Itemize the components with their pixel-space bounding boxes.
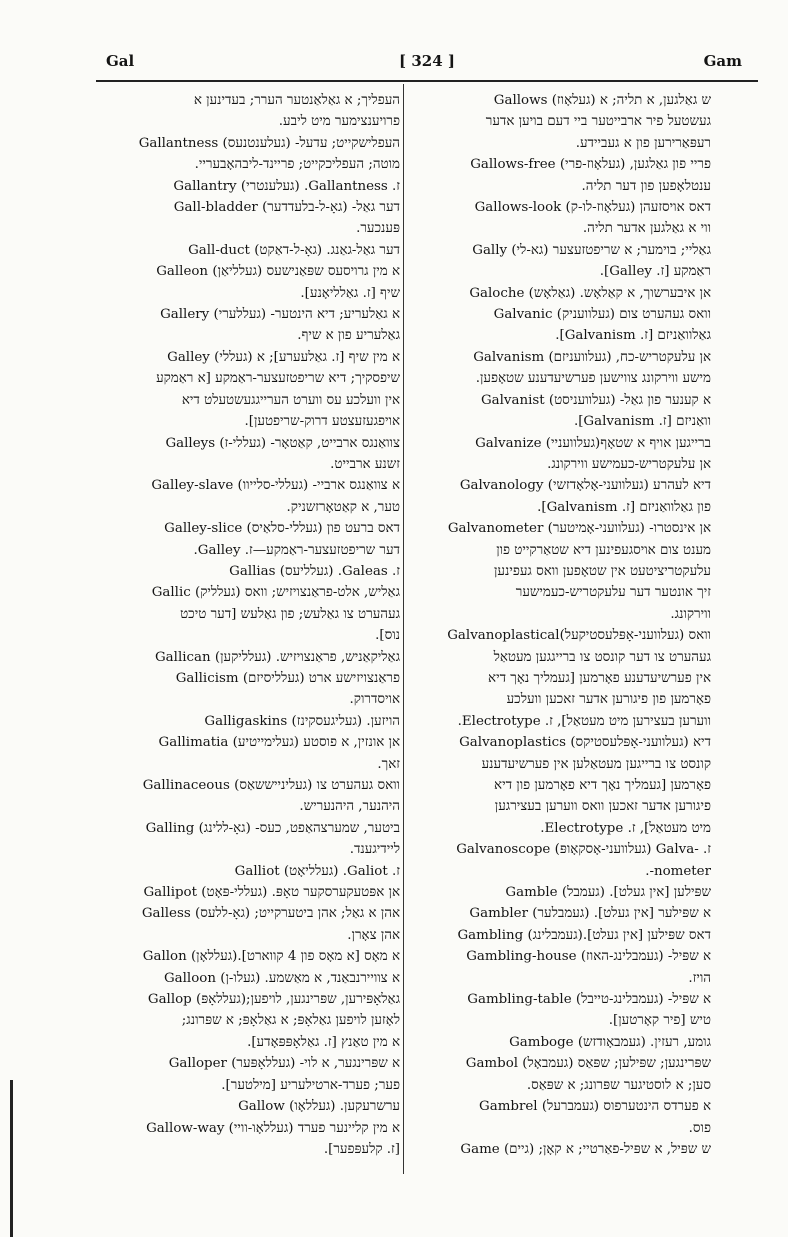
dictionary-line: ראַמקע [ז. Galley]. [599, 264, 711, 280]
dictionary-line: טער, א קאַטאָרזשניק. [286, 499, 400, 515]
dictionary-line: געהערט צו גאַלעש; פון גאַלעש [דער טיכט [180, 606, 400, 622]
dictionary-line: דער גאַל-גאַנג. (גאָ-ל-דאַקט) Gall-duct [188, 242, 400, 258]
dictionary-line: צוואַנגס ארבייט, קאַטאָר- (געללי-ז) Galleys [165, 435, 400, 451]
dictionary-line: פער; פערד-ארטילעריע [מילטער]. [221, 1077, 400, 1093]
dictionary-line: דאס ברעט פון (געללי-סלאַיס) Galley-slice [164, 521, 400, 537]
dictionary-line: אן אינסטרו- (געלוועני-אָמיטער) Galvanometer [447, 521, 711, 537]
dictionary-line: רעפּאַרירען פון א געביידע. [575, 135, 711, 151]
dictionary-line: דיא (געלוועני-אָפּלעסטיקס) Galvanoplastics [459, 735, 711, 751]
dictionary-line: טיש [פיר קאָרטען]. [608, 1013, 711, 1029]
dictionary-line: פריי פון גאַלגען, (געלאָוז-פרי) Gallows-free [470, 157, 711, 173]
dictionary-line: שפּילען [אין געלט]. (געמבל) Gamble [505, 885, 711, 901]
dictionary-line: וואס (געלוועני-אָפּלעסטיקעל)Galvanoplastical [447, 628, 711, 644]
dictionary-line: סען; א לוסטיגער שפּרונג; א שפּאַס. [526, 1077, 711, 1093]
dictionary-line: היהנער, היהנעריש. [299, 799, 400, 815]
dictionary-line: נוס]. [375, 628, 400, 644]
page-number: [ 324 ] [399, 52, 455, 70]
dictionary-line: עלעקטריציטעט אין שטאָפען וואס געפינען [493, 563, 711, 579]
dictionary-line: גאַלוואַניזם [ז. Galvanism]. [555, 328, 711, 344]
dictionary-line: ז. Galiot. (געלליאָט) Galliot [234, 863, 400, 879]
dictionary-line: א שפּיל- (געמבלינג-טייבל) Gambling-table [467, 992, 711, 1008]
dictionary-line: העפלישקייט; עדעל- (געלענטנעס) Gallantness [138, 135, 400, 151]
dictionary-line: א מין שיף [ז. גאַלעערע]; א (געללי) Galley [167, 349, 400, 365]
dictionary-line: אין פערשיעדענע פאָרמען [געמליך נאָך דיא [488, 670, 711, 686]
dictionary-line: מענט צום אויסגעפינען דיא שטאַרקייט פון [496, 542, 711, 558]
dictionary-line: הויז. [688, 970, 711, 986]
dictionary-line: זשנע ארבייט. [330, 456, 400, 472]
dictionary-line: א שפּרינגער, א לוי- (געללאָפּער) Galloper [168, 1056, 400, 1072]
dictionary-line: גאַליש, אלט-פראַנצויזיש; וואס (געלליק) Gallic [151, 585, 400, 601]
dictionary-line: אויפגעזעצטע דרוק-שריפטען]. [244, 414, 400, 430]
dictionary-line: זיך אונטער דער עלעקטריש-כעמישער [515, 585, 711, 601]
dictionary-line: גאַלעריע פון א שיף. [297, 328, 400, 344]
dictionary-line: א מאָס [א מאָס פון 4 קווארט].(געללאָן) Gallon [142, 949, 400, 965]
dictionary-line: קונסט צו ברייגען מעטאַלען אין פערשיעדענע [481, 756, 711, 772]
dictionary-line: גאַליקאַניש, פראַנצויזיש. (געלליקען) Gallican [154, 649, 400, 665]
dictionary-line: א שפּילער [אין געלט]. (געמבלער) Gambler [469, 906, 711, 922]
dictionary-line: ליידיגענד. [349, 842, 400, 858]
dictionary-line: אין וועלכע עס ווערט הערייגגעשטעלט דיא [181, 392, 400, 408]
dictionary-line: ש שפּיל, א שפּיל-פאַרטיי; א קאָן; (גיים) Game [460, 1141, 711, 1157]
dictionary-line: פרויענצימער מיט ליבע. [278, 114, 400, 130]
dictionary-line: לאָזען לויפען גאַלאָפּ; א גאַלאָפּ; א שפּרונג; [181, 1013, 400, 1029]
dictionary-line: מוטה; העפליכקייט; פריינד-ליבהאָבעריי. [194, 157, 400, 173]
right-column [407, 90, 711, 1160]
dictionary-line: שיפסקיך; דיא שריפטזעצער-ראַמקע [א ראַמקע [156, 371, 400, 387]
dictionary-line: דער שריפטזעצער-ראַמקע—ז. Galley. [193, 542, 400, 558]
dictionary-line: א פערדס הינטערפוס (געמברעל) Gambrel [479, 1099, 711, 1115]
dictionary-line: העפליך; א גאַלאַנטער הערר; בעדינען א [193, 93, 400, 108]
dictionary-line: זאך. [377, 756, 400, 772]
dictionary-line: ז. Gallantness. (געלענטרי) Gallantry [173, 178, 400, 194]
dictionary-line: דיא לעהרע (געלוועני-אָלאָדזשי) Galvanology [459, 478, 711, 494]
dictionary-line: א צוויירנבאַנד, א מאַשמע. (געלו-ן) Galloon [163, 970, 400, 986]
dictionary-line: גאַליי; בוימער; א שריפטזעצער (גא-לי) Gally [472, 242, 711, 258]
dictionary-line: דער גאַל- (גאָ-ל-בלעדדער) Gall-bladder [173, 200, 400, 216]
dictionary-line: אויסדרוק. [349, 692, 400, 708]
dictionary-line: אהן א גאַל; אהן ביטערקייט; (גאָ-ללעס) Galless [141, 906, 400, 922]
scan-edge-mark [10, 1080, 13, 1237]
dictionary-line: פוס. [688, 1120, 711, 1136]
dictionary-line: א מין גרויסעס שפּאַנישעס (געלליאַן) Galleon [156, 264, 400, 280]
dictionary-line: אן איבערשוך, א קאַלאָש. (גאַלאָש) Galoche [469, 285, 711, 301]
dictionary-line: פיגורען אדער זאכען וואס ווערען בעצירגען [494, 799, 711, 815]
dictionary-line: פון גאַלוואַניזם [ז. Galvanism]. [537, 499, 711, 515]
dictionary-line: פראַנצויזישע ארט (געלליסיזם) Gallicism [175, 670, 400, 686]
dictionary-line: ווירקונג. [670, 606, 711, 622]
column-divider [403, 84, 404, 1174]
dictionary-line: nometer-. [645, 863, 711, 879]
dictionary-line: ביטער, שמערצהאַפט, כעס- (גאָ-ללינג) Galling [145, 820, 400, 836]
dictionary-line: א שפּיל- (געמבלינג-האוז) Gambling-house [466, 949, 711, 965]
dictionary-line: מיט מעטאַל], ז. Electrotype. [540, 820, 711, 836]
header-right-guideword: Gam [703, 52, 742, 70]
dictionary-line: ווי א גאַלגען אדער תליה. [582, 221, 711, 237]
dictionary-line: אן עלעקטריש-כח, (געלוועניזם) Galvanism [473, 349, 711, 365]
dictionary-line: דאס אויסזעהן (געלאָוז-לו-ק) Gallows-look [474, 200, 711, 216]
dictionary-line: גאַלאָפּירען, שפּרינגען, לויפען;(געללאָפּ) Gallop [147, 992, 400, 1008]
dictionary-line: מישע ווירקונג צווישען פערשיעדענע שטאָפען. [475, 371, 711, 387]
header-rule [96, 80, 758, 82]
dictionary-line: א מין קליינער פערד (געללאָו-וויי) Gallow-way [146, 1120, 400, 1136]
dictionary-line: ברייגען אויף א שטאָף(געלוועניי) Galvanize [475, 435, 711, 451]
dictionary-line: פּענכער. [356, 221, 400, 237]
dictionary-line: געשטעל פיר ארבייטער ביי דעם בויען אדער [485, 114, 711, 130]
dictionary-line: א קענער פון גאַל- (געלוועניסט) Galvanist [480, 392, 711, 408]
dictionary-line: הויזען. (געליגעסקינז) Galligaskins [204, 713, 400, 729]
dictionary-line: ז. Galeas. (געלליעס) Gallias [229, 563, 400, 579]
dictionary-line: פאָרמען פון פיגורען אדער זאכען וועלכע [506, 692, 711, 708]
dictionary-line: אן אונזין, א פוסטע (געלימייטיע) Gallimatia [158, 735, 400, 751]
dictionary-line: וואַניזם [ז. Galvanism]. [573, 414, 711, 430]
dictionary-line: ש גאַלגען, א תליה; א (געלאָוז) Gallows [493, 93, 711, 108]
dictionary-line: געהערט צו דער קונסט צו ברייגגען מעטאַל [493, 649, 711, 665]
dictionary-line: א גאַלעריע; דיא הינטער- (געללערי) Gallery [160, 307, 400, 323]
dictionary-line: גומע, רעזין. (געמבאָודזש) Gamboge [509, 1034, 711, 1050]
header-left-guideword: Gal [106, 52, 135, 70]
page-header [96, 52, 758, 82]
dictionary-line: ז. -Galva (געלוועני-אָסקאָופּ) Galvanoscope [456, 842, 711, 858]
dictionary-line: [ז. קלעפּפער]. [323, 1141, 400, 1157]
dictionary-line: א צוואַנגס ארביי- (געללי-סלייוו) Galley-slave [151, 478, 400, 494]
dictionary-line: ווערען בעצירען מיט מעטאַל], ז. Electrotype. [457, 713, 711, 729]
dictionary-line: ענטלאָפען פון דער תליה. [581, 178, 711, 194]
dictionary-line: שפּרינגען; שפּילען; שפּאַס (געמבאָל) Gambol [465, 1056, 711, 1072]
dictionary-line: דאס שפּילען [אין געלט].(געמבלינג) Gambling [457, 927, 711, 943]
dictionary-line: שיף [ז. גאַלליאָנע]. [300, 285, 400, 301]
dictionary-line: פאָרמען [געמליך נאָך דיא פאָרמען פון דיא [494, 778, 711, 793]
dictionary-line: א מין טאַנץ [ז. גאַלאָפּפּאָדע]. [247, 1034, 400, 1050]
dictionary-line: וואס געהערט צו (געלינייששאַס) Gallinaceous [142, 778, 400, 793]
dictionary-line: אן עלעקטריש-כעמישע ווירקונג. [547, 456, 711, 472]
dictionary-line: ערשרעקען. (געללאָו) Gallow [238, 1099, 400, 1115]
left-column [96, 90, 400, 1160]
dictionary-line: וואס געהערט צום (געלוועניק) Galvanic [493, 307, 711, 323]
dictionary-line: אהן צאָרן. [347, 927, 400, 943]
dictionary-line: אן אפּטעקערסקער טאָפּ. (געללי-פּאָט) Gallipot [143, 885, 400, 901]
